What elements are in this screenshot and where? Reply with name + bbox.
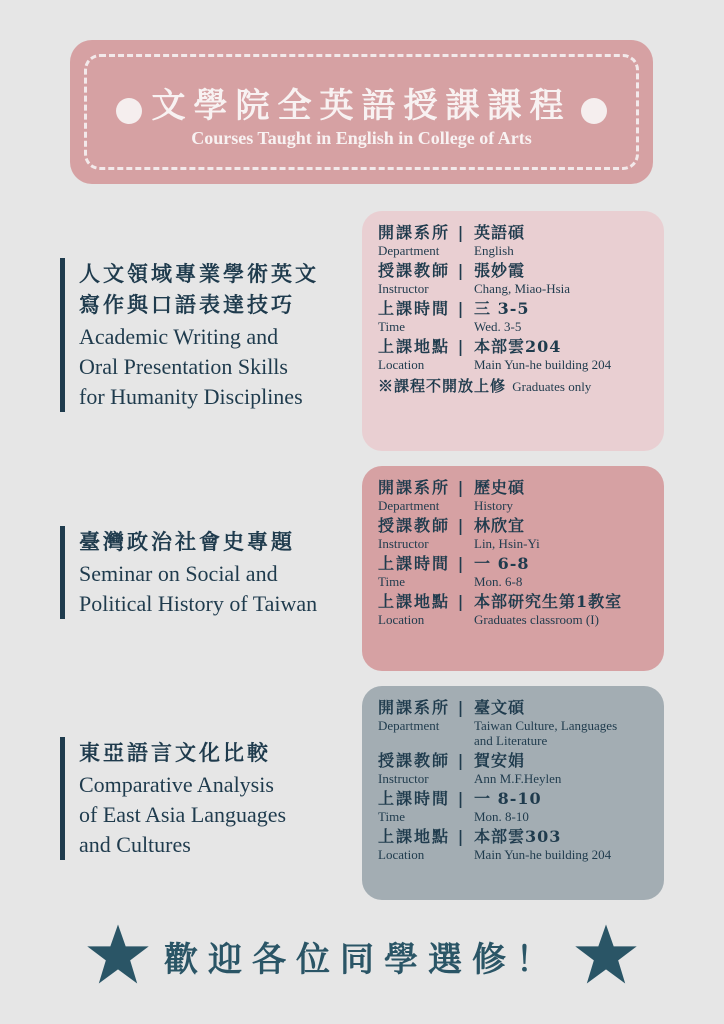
instructor-value-en: Ann M.F.Heylen (474, 771, 562, 786)
course-title-en-line: and Cultures (79, 832, 191, 857)
time-label-zh: 上課時間 | (378, 789, 474, 809)
course-title-en (79, 559, 350, 619)
instructor-value-zh: 賀安娟 (474, 751, 526, 770)
location-value-zh: 本部雲204 (474, 337, 562, 356)
instructor-value-zh: 林欣宜 (474, 516, 526, 535)
department-label-zh: 開課系所 | (378, 478, 474, 498)
time-value-en: Wed. 3-5 (474, 319, 522, 334)
instructor-label-en: Instructor (378, 536, 429, 551)
course-title-zh: 東亞語言文化比較 (79, 740, 271, 765)
location-label-zh: 上課地點 | (378, 827, 474, 847)
page-title-zh: 文學院全英語授課課程 (151, 86, 572, 126)
course-title-en-line: Academic Writing and (79, 324, 279, 349)
time-row (378, 554, 648, 589)
location-label-en: Location (378, 847, 425, 862)
course-title-en-line: Oral Presentation Skills (79, 354, 288, 379)
department-value-en: Taiwan Culture, Languages (474, 718, 618, 733)
department-label-en: Department (378, 718, 440, 733)
department-row (378, 698, 648, 748)
instructor-label-zh: 授課教師 | (378, 261, 474, 281)
department-value-zh: 歷史碩 (474, 478, 526, 497)
location-row (378, 592, 648, 627)
time-row (378, 789, 648, 824)
department-value-zh: 英語碩 (474, 223, 526, 242)
location-value-en: Main Yun-he building 204 (474, 357, 612, 372)
department-value-en: and Literature (474, 733, 548, 748)
instructor-value-zh: 張妙霞 (474, 261, 526, 280)
course-title-2 (60, 526, 350, 619)
department-label-zh: 開課系所 | (378, 223, 474, 243)
department-label-en: Department (378, 243, 440, 258)
location-value-en: Graduates classroom (I) (474, 612, 599, 627)
department-row (378, 223, 648, 258)
department-value-zh: 臺文碩 (474, 698, 526, 717)
location-row (378, 827, 648, 862)
course-title-en-line: Political History of Taiwan (79, 591, 318, 616)
time-label-zh: 上課時間 | (378, 299, 474, 319)
time-label-en: Time (378, 809, 405, 824)
time-value-zh: 一 6-8 (474, 554, 530, 573)
location-label-en: Location (378, 612, 425, 627)
instructor-row (378, 751, 648, 786)
location-label-zh: 上課地點 | (378, 337, 474, 357)
department-row (378, 478, 648, 513)
location-value-zh: 本部研究生第1教室 (474, 592, 623, 611)
location-label-en: Location (378, 357, 425, 372)
time-label-en: Time (378, 574, 405, 589)
location-value-en: Main Yun-he building 204 (474, 847, 612, 862)
header-banner (70, 40, 653, 184)
time-value-zh: 三 3-5 (474, 299, 530, 318)
course-title-zh: 臺灣政治社會史專題 (79, 529, 295, 554)
location-label-zh: 上課地點 | (378, 592, 474, 612)
time-label-zh: 上課時間 | (378, 554, 474, 574)
course-info-card-2 (362, 466, 664, 671)
time-value-en: Mon. 6-8 (474, 574, 523, 589)
course-title-1 (60, 258, 350, 412)
location-value-zh: 本部雲303 (474, 827, 562, 846)
course-title-en (79, 322, 350, 412)
instructor-label-en: Instructor (378, 771, 429, 786)
instructor-value-en: Lin, Hsin-Yi (474, 536, 540, 551)
course-title-3 (60, 737, 350, 860)
enrollment-note (378, 375, 648, 396)
course-title-en-line: for Humanity Disciplines (79, 384, 303, 409)
department-label-en: Department (378, 498, 440, 513)
star-icon (574, 922, 638, 986)
time-value-en: Mon. 8-10 (474, 809, 529, 824)
location-row (378, 337, 648, 372)
instructor-label-zh: 授課教師 | (378, 516, 474, 536)
instructor-row (378, 261, 648, 296)
course-title-zh: 人文領域專業學術英文 (79, 261, 319, 286)
time-value-zh: 一 8-10 (474, 789, 542, 808)
welcome-message: 歡迎各位同學選修！ (164, 940, 560, 980)
course-info-card-1 (362, 211, 664, 451)
time-row (378, 299, 648, 334)
course-title-en-line: Comparative Analysis (79, 772, 274, 797)
instructor-value-en: Chang, Miao-Hsia (474, 281, 571, 296)
course-title-en-line: Seminar on Social and (79, 561, 278, 586)
instructor-label-en: Instructor (378, 281, 429, 296)
enrollment-note-zh: ※課程不開放上修 (378, 377, 507, 395)
department-value-en: History (474, 498, 513, 513)
time-label-en: Time (378, 319, 405, 334)
department-value-en: English (474, 243, 514, 258)
course-title-zh: 寫作與口語表達技巧 (79, 292, 295, 317)
department-label-zh: 開課系所 | (378, 698, 474, 718)
course-title-en-line: of East Asia Languages (79, 802, 287, 827)
instructor-label-zh: 授課教師 | (378, 751, 474, 771)
course-info-card-3 (362, 686, 664, 900)
star-icon (86, 922, 150, 986)
instructor-row (378, 516, 648, 551)
course-title-en (79, 770, 350, 860)
enrollment-note-en: Graduates only (512, 379, 592, 394)
page-title-en: Courses Taught in English in College of Arts (191, 128, 532, 148)
